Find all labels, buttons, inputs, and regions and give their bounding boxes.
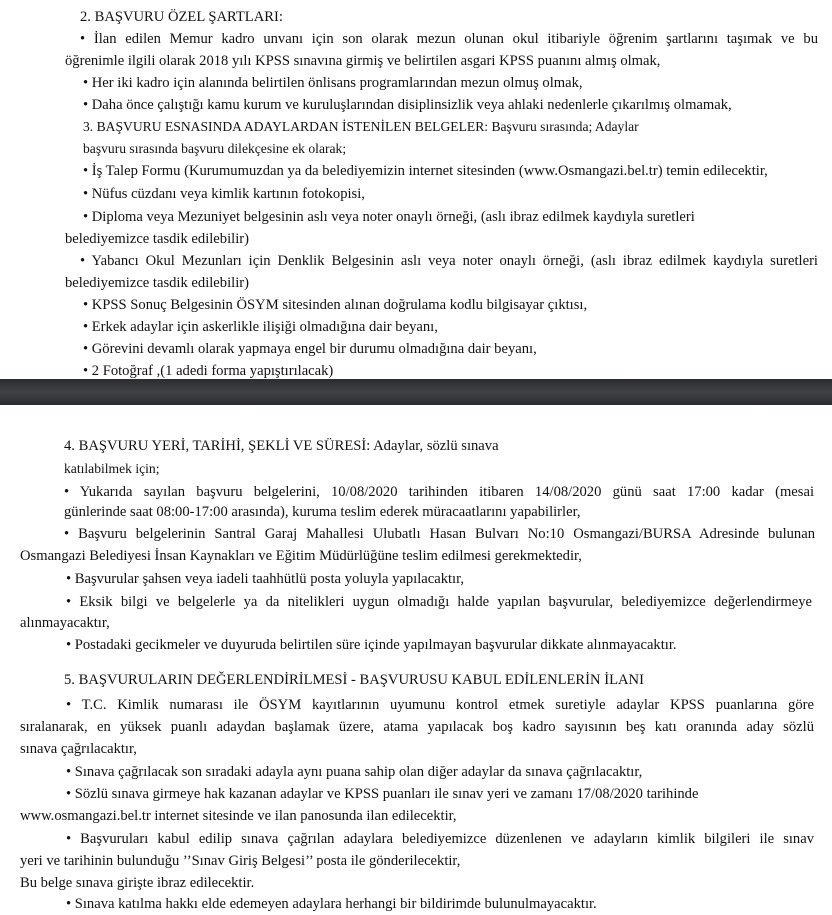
section5-heading: 5. BAŞVURULARIN DEĞERLENDİRİLMESİ - BAŞVURUSU KABUL EDİLENLERİN İLANI	[64, 672, 644, 688]
section2-item-3: • Daha önce çalıştığı kamu kurum ve kuruluşlarından disiplinsizlik veya ahlaki nedenlerle çıkarılmış olmamak,	[83, 97, 732, 113]
section5-item-3-line-1: • Sözlü sınava girmeye hak kazanan adaylar ve KPSS puanları ile sınav yeri ve zamanı 17/08/2020 tarihinde	[66, 786, 699, 802]
section4-item-3: • Başvurular şahsen veya iadeli taahhütlü posta yoluyla yapılacaktır,	[66, 571, 465, 587]
section4-item-1-line-1: • Yukarıda sayılan başvuru belgelerini, 10/08/2020 tarihinden itibaren 14/08/2020 günü saat 17:00 kadar (mesai	[64, 484, 814, 500]
section4-item-4-line-1: • Eksik bilgi ve belgelerle ya da nitelikleri uygun olmadığı halde yapılan başvurular, belediyemizce değerlendirmeye	[66, 594, 812, 610]
section5-item-4-line-1: • Başvuruları kabul edilip sınava çağrılan adaylara belediyemizce düzenlenen ve adayların kimlik bilgileri ile sınav	[66, 831, 814, 847]
section4-item-1-line-2: günlerinde saat 08:00-17:00 arasında), kuruma teslim ederek müracaatlarını yapabilirler,	[64, 504, 581, 520]
section5-item-3-line-2: www.osmangazi.bel.tr internet sitesinde ve ilan panosunda ilan edilecektir,	[20, 808, 457, 824]
section3-heading-line-1: 3. BAŞVURU ESNASINDA ADAYLARDAN İSTENİLEN BELGELER: Başvuru sırasında; Adaylar	[83, 119, 639, 134]
section3-item-7: • Görevini devamlı olarak yapmaya engel bir durumu olmadığına dair beyanı,	[83, 341, 537, 357]
section5-item-5: • Sınava katılma hakkı elde edemeyen adaylara herhangi bir bildirimde bulunulmayacaktır.	[66, 896, 597, 912]
section2-item-2: • Her iki kadro için alanında belirtilen önlisans programlarından mezun olmuş olmak,	[83, 75, 583, 91]
page-separator	[0, 379, 832, 405]
section5-item-1-line-1: • T.C. Kimlik numarası ile ÖSYM kayıtlarının uyumunu kontrol etmek suretiyle adaylar KPSS puanlarına göre	[66, 697, 814, 713]
section2-item-1-line-1: • İlan edilen Memur kadro unvanı için son olarak mezun olunan okul itibariyle öğrenim şartlarını taşımak ve bu	[80, 31, 818, 47]
section3-item-3-line-2: belediyemizce tasdik edilebilir)	[65, 231, 249, 247]
section3-item-5: • KPSS Sonuç Belgesinin ÖSYM sitesinden alınan doğrulama kodlu bilgisayar çıktısı,	[83, 297, 588, 313]
section5-item-2: • Sınava çağrılacak son sıradaki adayla aynı puana sahip olan diğer adaylar da sınava çağrılacaktır,	[66, 764, 643, 780]
section3-item-4-line-2: belediyemizce tasdik edilebilir)	[65, 275, 249, 291]
section4-item-5: • Postadaki gecikmeler ve duyuruda belirtilen süre içinde yapılmayan başvurular dikkate alınmayacaktır.	[66, 637, 677, 653]
section3-item-4-line-1: • Yabancı Okul Mezunları için Denklik Belgesinin aslı veya noter onaylı örneği, (aslı ibraz edilmek kaydıyla suretleri	[80, 253, 818, 269]
section4-item-2-line-1: • Başvuru belgelerinin Santral Garaj Mahallesi Ulubatlı Hasan Bulvarı No:10 Osmangazi/BURSA Adresinde bulunan	[64, 526, 815, 542]
section5-item-4-line-3: Bu belge sınava girişte ibraz edilecektir.	[20, 875, 255, 891]
section2-item-1-line-2: öğrenimle ilgili olarak 2018 yılı KPSS sınavına girmiş ve belirtilen asgari KPSS puanını almış olmak,	[65, 53, 661, 69]
document-page-top	[0, 0, 832, 379]
section3-item-6: • Erkek adaylar için askerlikle ilişiği olmadığına dair beyanı,	[83, 319, 438, 335]
section3-item-8: • 2 Fotoğraf ,(1 adedi forma yapıştırılacak)	[83, 363, 334, 379]
section5-item-1-line-2: sıralanarak, en yüksek puanlı adaydan başlamak üzere, atama yapılacak boş kadro sayısının beş katı oranında aday sözlü	[20, 719, 814, 735]
section4-item-4-line-2: alınmayacaktır,	[20, 615, 110, 631]
section3-item-3-line-1: • Diploma veya Mezuniyet belgesinin aslı veya noter onaylı örneği, (aslı ibraz edilmek kaydıyla suretleri	[83, 209, 695, 225]
section2-heading: 2. BAŞVURU ÖZEL ŞARTLARI:	[80, 9, 283, 25]
section3-item-2: • Nüfus cüzdanı veya kimlik kartının fotokopisi,	[83, 186, 365, 202]
section4-heading-line-1: 4. BAŞVURU YERİ, TARİHİ, ŞEKLİ VE SÜRESİ: Adaylar, sözlü sınava	[64, 438, 499, 454]
section3-heading-line-2: başvuru sırasında başvuru dilekçesine ek olarak;	[83, 141, 347, 156]
section4-heading-line-2: katılabilmek için;	[64, 461, 160, 476]
section5-item-1-line-3: sınava çağrılacaktır,	[20, 741, 137, 757]
section5-item-4-line-2: yeri ve tarihinin bulunduğu ’’Sınav Giriş Belgesi’’ posta ile gönderilecektir,	[20, 853, 461, 869]
section3-item-1: • İş Talep Formu (Kurumumuzdan ya da belediyemizin internet sitesinden (www.Osmangazi.bel.tr) temin edilecektir,	[83, 163, 768, 179]
section4-item-2-line-2: Osmangazi Belediyesi İnsan Kaynakları ve Eğitim Müdürlüğüne teslim edilmesi gerekmektedir,	[20, 548, 582, 564]
document-page-bottom	[0, 405, 832, 912]
